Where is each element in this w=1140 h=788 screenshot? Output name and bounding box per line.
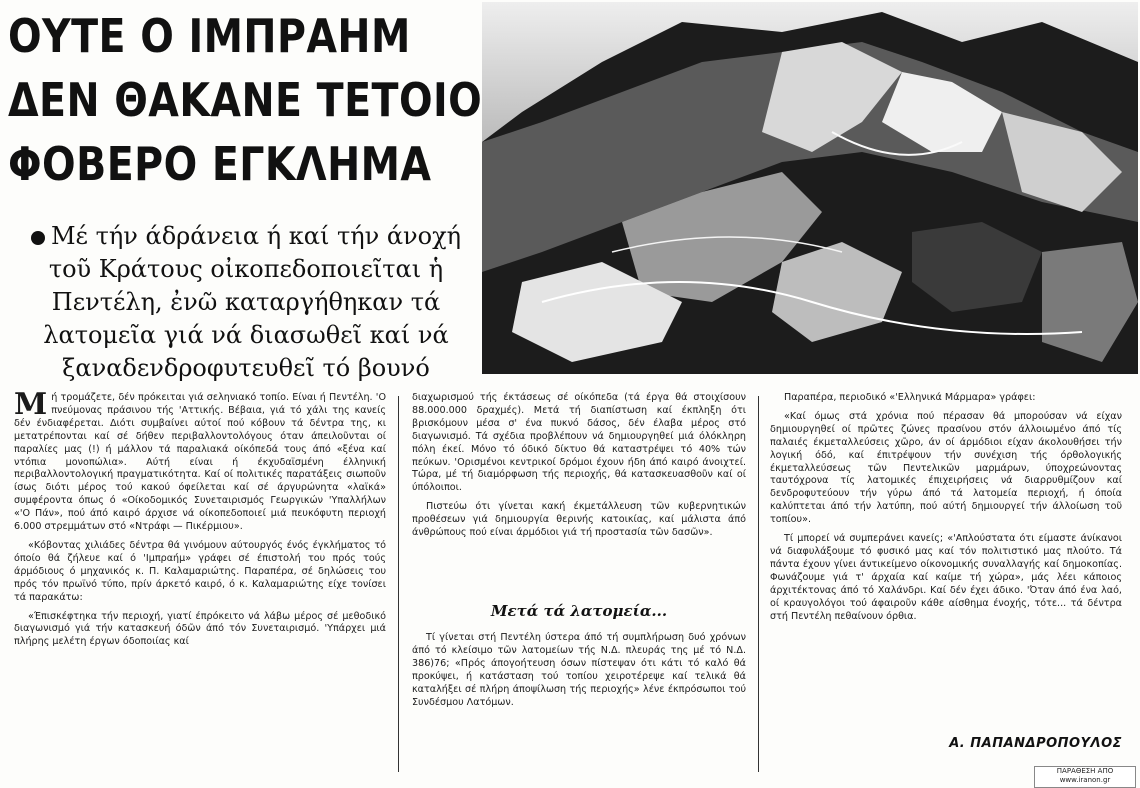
- column-1: [14, 387, 386, 655]
- paragraph: Πιστεύω ότι γίνεται κακή έκμετάλλευση τῶν κυβερνητικών προθέσεων γιά δημιουργία θερινής κατοικίας, καί μάλιστα άπό άνθρώπους πού είναι άρμόδιοι γιά τή προστασία τῶν δασῶν».: [412, 501, 746, 539]
- column-2-lower: [412, 632, 746, 715]
- dropcap: Μ: [14, 387, 48, 422]
- headline-line-2: ΔΕΝ ΘΑΚΑΝΕ ΤΕΤΟΙΟ: [8, 73, 483, 127]
- bullet-icon: [31, 231, 45, 245]
- paragraph: «Καί όμως στά χρόνια πού πέρασαν θά μπορούσαν νά είχαν δημιουργηθεί οί πρῶτες ζώνες πρασίνου στόν άλλοιωμένο άπό τίς παλαιές έκμεταλλεύσεις χῶρο, άν οί άρμόδιοι είχαν άκολουθήσει τήν λογική όδό, καί έπιτρέψουν τήν συνέχιση τής όρθολογικής έκμεταλλεύσεως τῶν Πεντελικῶν μαρμάρων, ύποχρεώνοντας ταυτόχρονα τίς λατομικές έπιχειρήσεις νά διαρρυθμίζουν καί δενδροφυτεύουν τήν γύρω άπό τά λατομεία περιοχή, ή όποία καλύπτεται άπό τήν λατύπη, πού αύτή δημιουργεί τήν άλλοίωση τοῦ τοπίου».: [770, 410, 1122, 526]
- subheadline: [18, 220, 474, 385]
- headline-line-1: ΟΥΤΕ Ο ΙΜΠΡΑΗΜ: [8, 9, 411, 63]
- headline: [8, 4, 483, 196]
- paragraph: [14, 387, 386, 534]
- paragraph-text: ή τρομάζετε, δέν πρόκειται γιά σεληνιακό τοπίο. Είναι ή Πεντέλη. 'Ο πνεύμονας πράσινου τής 'Αττικής. Βέβαια, γιά τό χάλι της κανείς δέν ένδιαφέρεται. Διότι συμβαίνει αύτοί πού κόβουν τά δέντρα της, κι μετατρέπονται καί σέ δήθεν περιβαλλοντολόγους όταν άπειλοῦνται οί παραλίες μας (!) ή μάλλον τά παραλιακά οίκόπεδά τους άπό «ξένα καί ντόπια μονοπώλια». Αύτή είναι ή έκχυδαϊσμένη έλληνική περιβαλλοντολογική πραγματικότητα. Καί οί πολιτικές παρατάξεις σιωποῦν ίσως διότι μέρος τού κακού όφείλεται καί σέ άργυρώνητα «λαϊκά» συμφέροντα όπως ό «Οίκοδομικός Συνεταιρισμός Γεωργικών 'Υπαλλήλων «'Ο Πάν», πού άπό καιρό άρχισε νά οίκοπεδοποιεί μιά πευκόφυτη περιοχή 6.000 στρεμμάτων στό «Ντράφι — Πικέρμιου».: [14, 392, 386, 533]
- headline-line-3: ΦΟΒΕΡΟ ΕΓΚΛΗΜΑ: [8, 137, 432, 191]
- section-subtitle: Μετά τά λατομεία...: [490, 602, 668, 620]
- column-3: [770, 392, 1122, 629]
- column-divider: [758, 396, 759, 772]
- paragraph: Παραπέρα, περιοδικό «'Ελληνικά Μάρμαρα» γράφει:: [784, 392, 1036, 403]
- paragraph: Τί μπορεί νά συμπεράνει κανείς; «'Απλούστατα ότι είμαστε άνίκανοι νά διαφυλάξουμε τό φυσικό μας καί τόν πολιτιστικό μας πλούτο. Τά πάντα έχουν γίνει άντικείμενο οίκονομικής συναλλαγής καί δημοκοπίας. Φωνάζουμε γιά τ' άρχαία καί καίμε τή χώρα», μάς λέει κάποιος άρχιτέκτονας άπό τό Χαλάνδρι. Καί δέν έχει άδικο. 'Όταν άπό ένα λαό, οί κραυγολόγοι τού άφαιροῦν κάθε αίσθημα ένοχής, τότε... τά δέντρα στή Πεντέλη πεθαίνουν όρθια.: [770, 533, 1122, 622]
- author-byline: Α. ΠΑΠΑΝΔΡΟΠΟΥΛΟΣ: [949, 736, 1122, 751]
- column-divider: [398, 396, 399, 772]
- source-label: ΠΑΡΑΘΕΣΗ ΑΠΟ: [1056, 767, 1114, 775]
- aerial-photo: [482, 2, 1138, 374]
- paragraph: «Έπισκέφτηκα τήν περιοχή, γιατί έπρόκειτο νά λάβω μέρος σέ μεθοδικό διαγωνισμό γιά τήν κατασκευή όδῶν άπό τόν Συνεταιρισμό. 'Υπάρχει μιά πλήρης μελέτη έργων όδοποιίας καί: [14, 610, 386, 648]
- paragraph: Τί γίνεται στή Πεντέλη ύστερα άπό τή συμπλήρωση δυό χρόνων άπό τό κλείσιμο τῶν λατομείων τής Ν.Δ. πλευράς της μέ τό Ν.Δ. 386)76; «Πρός άπογοήτευση όσων πίστεψαν ότι κάτι τό καλό θά προκύψει, ή κατάσταση τού τοπίου χειροτέρεψε καί τελικά θά καταλήξει σέ πλήρη άποψίλωση τής περιοχής» λένε έκπρόσωποι τού Συνδέσμου Λατόμων.: [412, 632, 746, 708]
- source-stamp: [1034, 766, 1136, 788]
- source-url: www.iranon.gr: [1059, 776, 1111, 784]
- paragraph: «Κόβοντας χιλιάδες δέντρα θά γινόμουν αύτουργός ένός έγκλήματος τό όποίο θά ζήλευε καί ό 'Ιμπραήμ» γράφει σέ έπιστολή του πρός τούς άρμόδιους ό μηχανικός κ. Π. Καλαμαριώτης. Παραπέρα, σέ δηλώσεις του πρός τόν πρωϊνό τύπο, πρίν άρκετό καιρό, ό κ. Καλαμαριώτης είχε τονίσει τά παρακάτω:: [14, 539, 386, 603]
- column-2: [412, 392, 746, 546]
- subheadline-text: Μέ τήν άδράνεια ή καί τήν άνοχή τοῦ Κράτους οἰκοπεδοποιεῖται ἡ Πεντέλη, ἐνῶ καταργήθηκαν τά λατομεῖα γιά νά διασωθεῖ καί νά ξαναδενδροφυτευθεῖ τό βουνό: [43, 222, 462, 382]
- paragraph: διαχωρισμού τής έκτάσεως σέ οίκόπεδα (τά έργα θά στοιχίσουν 88.000.000 δραχμές). Μετά τή διαπίστωση καί έκπληξη ότι βρισκόμουν μέσα σ' ένα πυκνό δάσος, δέν έλαβα μέρος στό διαγωνισμό. Τά σχέδια προβλέπουν νά δημιουργηθεί μιά όλόκληρη πόλη έκεί. Μόνο τό όδικό δίκτυο θά καταστρέψει τό 40% τών πεύκων. 'Ορισμένοι κεντρικοί δρόμοι έχουν ήδη άπό καιρό άνοιχτεί. Τώρα, μέ τή διαμόρφωση τής περιοχής, θά κατασκευασθοῦν καί οί ύπόλοιποι.: [412, 392, 746, 494]
